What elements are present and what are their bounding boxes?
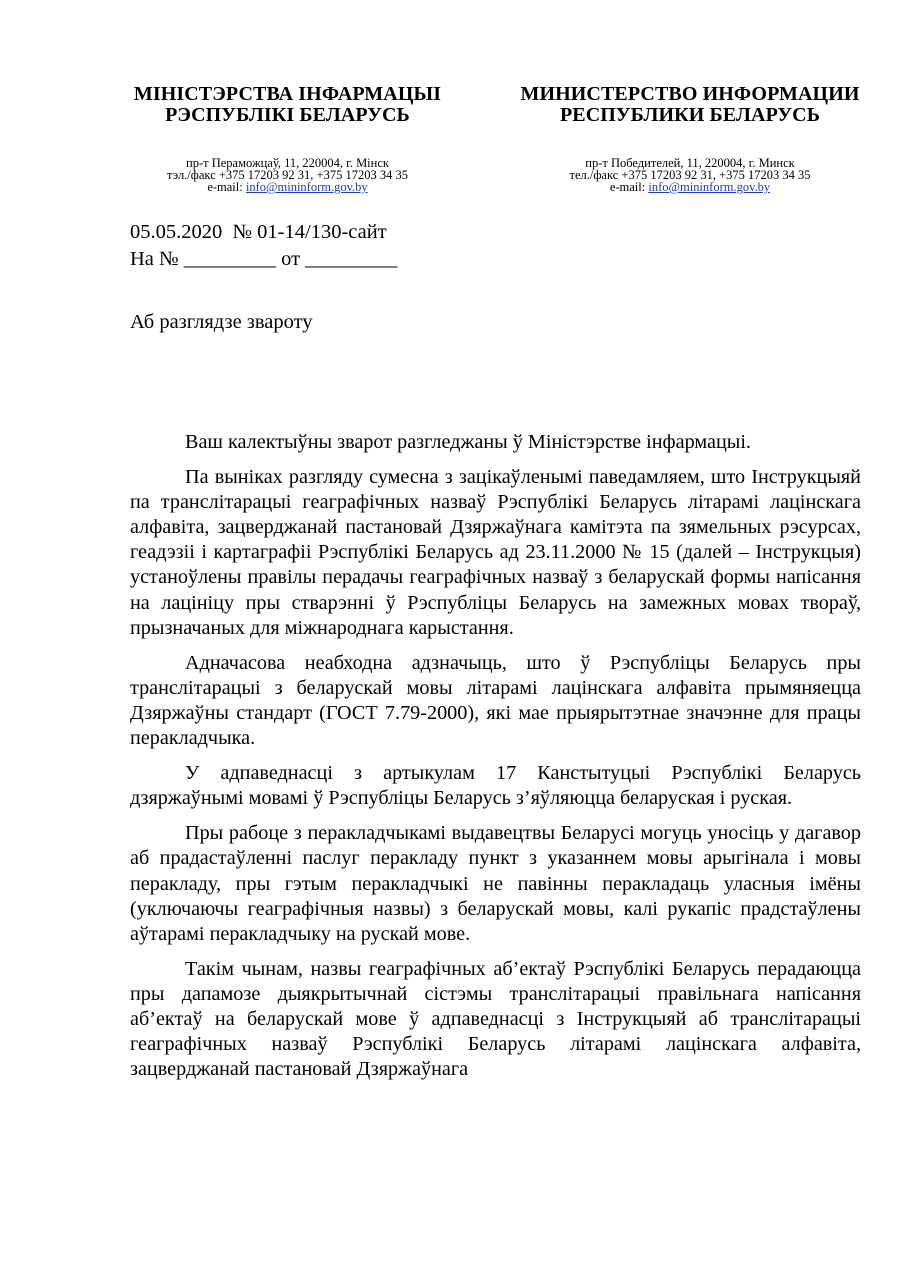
document-reference: [130, 219, 397, 273]
letter-body: [130, 430, 861, 1092]
email-line-be: e-mail: info@mininform.gov.by: [207, 180, 368, 194]
email-link-be[interactable]: info@mininform.gov.by: [245, 180, 368, 194]
phone-ru: тел./факс +375 17203 92 31, +375 17203 34 35: [569, 168, 811, 182]
email-line-ru: e-mail: info@mininform.gov.by: [609, 180, 771, 194]
ministry-title-ru: МИНИСТЕРСТВО ИНФОРМАЦИИ РЕСПУБЛИКИ БЕЛАРУСЬ: [520, 83, 860, 126]
address-ru: пр-т Победителей, 11, 220004, г. Минск: [585, 157, 795, 170]
paragraph: Ваш калектыўны зварот разгледжаны ў Міністэрстве інфармацыі.: [185, 431, 751, 453]
ministry-title-be: МІНІСТЭРСТВА ІНФАРМАЦЫІ РЭСПУБЛІКІ БЕЛАРУСЬ: [133, 83, 442, 126]
paragraph: Такім чынам, назвы геаграфічных аб’ектаў Рэспублікі Беларусь перадаюцца пры дапамозе дыякрытычнай сістэмы транслітарацыі правільнага напісання аб’ектаў на беларускай мове ў адпаведнасці з Інструкцыяй аб транслітарацыі геаграфічных назваў Рэспублікі Беларусь літарамі лацінскага алфавіта, зацверджанай пастановай Дзяржаўнага: [130, 957, 861, 1081]
address-be: пр-т Пераможцаў, 11, 220004, г. Мінск: [186, 157, 389, 170]
paragraph: Па выніках разгляду сумесна з зацікаўленымі паведамляем, што Інструкцыяй па транслітарацыі геаграфічных назваў Рэспублікі Беларусь літарамі лацінскага алфавіта, зацверджанай пастановай Дзяржаўнага камітэта па зямельных рэсурсах, геадэзіі і картаграфіі Рэспублікі Беларусь ад 23.11.2000 № 15 (далей – Інструкцыя) устаноўлены правілы перадачы геаграфічных назваў з беларускай формы напісання на лацініцу пры стварэнні ў Рэспубліцы Беларусь на замежных мовах твораў, прызначаных для міжнароднага карыстання.: [130, 466, 861, 639]
letter-subject: Аб разглядзе звароту: [130, 311, 313, 333]
paragraph: У адпаведнасці з артыкулам 17 Канстытуцыі Рэспублікі Беларусь дзяржаўнымі мовамі ў Рэспубліцы Беларусь з’яўляюцца беларуская і руская.: [130, 762, 861, 810]
letterhead-russian: [490, 84, 890, 195]
paragraph: Адначасова неабходна адзначыць, што ў Рэспубліцы Беларусь пры транслітарацыі з беларускай мовы літарамі лацінскага алфавіта прымяняецца Дзяржаўны стандарт (ГОСТ 7.79-2000), які мае прыярытэтнае значэнне для працы перакладчыка.: [130, 651, 861, 750]
email-link-ru[interactable]: info@mininform.gov.by: [648, 180, 771, 194]
paragraph: Пры рабоце з перакладчыкамі выдавецтвы Беларусі могуць уносіць у дагавор аб прадастаўленні паслуг перакладу пункт з указаннем мовы арыгінала і мовы перакладу, пры гэтым перакладчыкі не павінны перакладаць уласныя імёны (уключаючы геаграфічныя назвы) з беларускай мовы, калі рукапіс прадстаўлены аўтарамі перакладчыку на рускай мове.: [130, 822, 861, 945]
phone-be: тэл./факс +375 17203 92 31, +375 17203 34 35: [167, 168, 408, 182]
document-number-date: 05.05.2020 № 01-14/130-сайт: [130, 221, 387, 243]
reply-to-reference: На № _________ от _________: [130, 248, 398, 270]
letterhead-belarusian: [110, 84, 465, 195]
contact-block-ru: [490, 157, 890, 195]
contact-block-be: [110, 157, 465, 195]
